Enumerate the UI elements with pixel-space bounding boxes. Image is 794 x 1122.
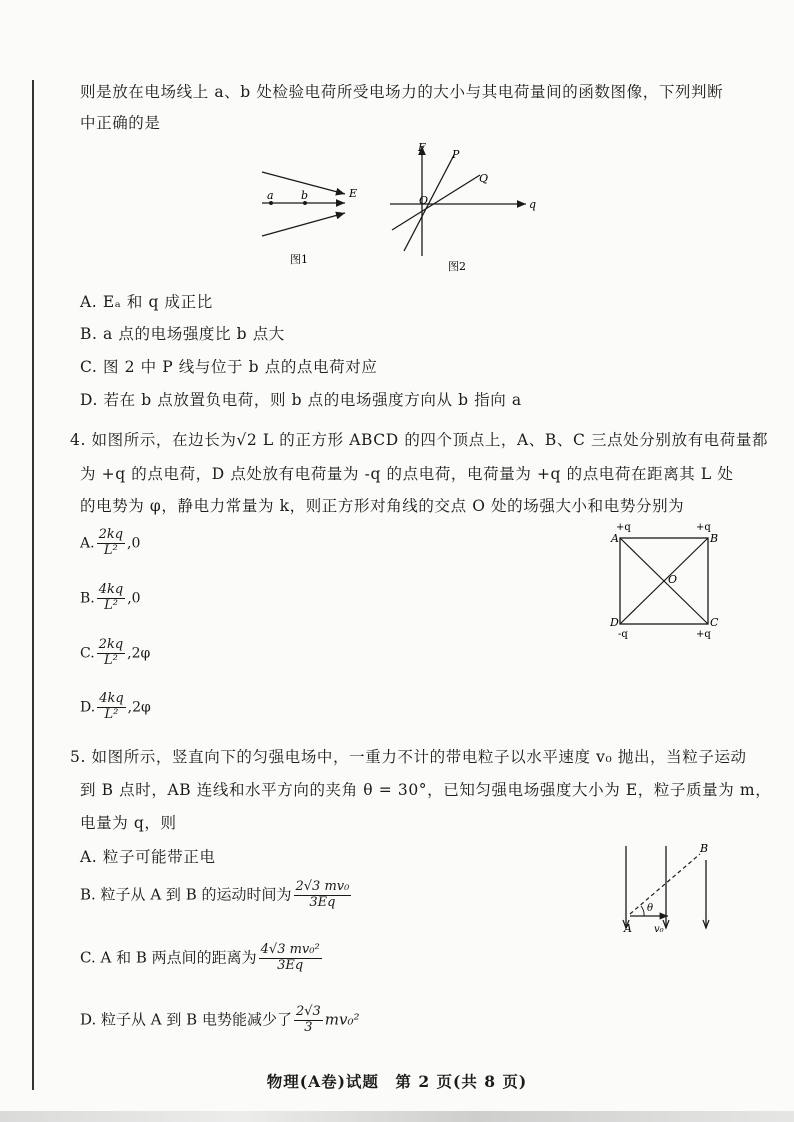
q5-v0-label: v₀ — [654, 924, 664, 935]
q4-vertex-b: B — [710, 532, 719, 545]
q3-option-d: D. 若在 b 点放置负电荷，则 b 点的电场强度方向从 b 指向 a — [80, 391, 522, 409]
fig2-label-O: O — [419, 194, 429, 207]
page-footer: 物理(A卷)试题 第 2 页(共 8 页) — [266, 1072, 528, 1091]
q5-option-d: D. 粒子从 A 到 B 电势能减少了 $\frac{2√3}{3}$ mv₀² — [80, 1004, 360, 1035]
q3-option-b: B. a 点的电场强度比 b 点大 — [80, 325, 285, 343]
q4-vertex-c: C — [710, 616, 719, 629]
fig2-caption: 图2 — [448, 260, 466, 273]
q3-figure-1 — [250, 160, 370, 270]
q5-point-b: B — [700, 842, 709, 855]
q4-line2: 为 +q 的点电荷，D 点处放有电荷量为 -q 的点电荷，电荷量为 +q 的点电荷在距离其 L 处 — [80, 465, 734, 483]
fig1-label-E: E — [349, 187, 358, 200]
q4-charge-a: +q — [616, 522, 631, 533]
q4-vertex-a: A — [611, 532, 619, 545]
q4-option-d: D. $\frac{4kq}{\text{L²}}$ ,2φ — [80, 691, 151, 722]
q4-line3: 的电势为 φ，静电力常量为 k，则正方形对角线的交点 O 处的场强大小和电势分别为 — [80, 497, 685, 515]
q5-line1: 5. 如图所示，竖直向下的匀强电场中，一重力不计的带电粒子以水平速度 v₀ 抛出，当粒子运动 — [70, 748, 747, 766]
q5-option-b: B. 粒子从 A 到 B 的运动时间为 $\frac{\text{2√3 mv₀}}{3Eq}$ — [80, 879, 350, 910]
scan-bottom-edge — [0, 1111, 794, 1122]
q4-vertex-d: D — [610, 616, 619, 629]
q5-point-a: A — [624, 922, 632, 935]
q4-line1: 4. 如图所示，在边长为√2 L 的正方形 ABCD 的四个顶点上，A、B、C 三点处分别放有电荷量都 — [70, 431, 769, 449]
q5-theta-label: θ — [647, 903, 654, 914]
q5-line2: 到 B 点时，AB 连线和水平方向的夹角 θ = 30°，已知匀强电场强度大小为 E，粒子质量为 m， — [80, 781, 772, 799]
fig1-caption: 图1 — [290, 253, 308, 266]
q3-line2: 中正确的是 — [80, 114, 161, 132]
q4-charge-c: +q — [696, 629, 711, 640]
q4-square-figure — [606, 520, 726, 640]
fig2-label-F: F — [418, 141, 426, 154]
q4-option-c: C. $\frac{2kq}{\text{L²}}$ ,2φ — [80, 637, 151, 668]
q4-option-b: B. $\frac{4kq}{\text{L²}}$ ,0 — [80, 582, 141, 613]
q5-line3: 电量为 q，则 — [80, 814, 177, 832]
q3-option-a: A. Eₐ 和 q 成正比 — [80, 293, 213, 311]
q3-figure-2 — [380, 138, 540, 273]
fig1-label-a: a — [267, 189, 274, 202]
q5-field-figure — [610, 840, 730, 940]
q5-option-a: A. 粒子可能带正电 — [80, 848, 216, 866]
q3-line1: 则是放在电场线上 a、b 处检验电荷所受电场力的大小与其电荷量间的函数图像，下列判断 — [80, 83, 724, 101]
fig1-label-b: b — [301, 189, 309, 202]
fig2-label-P: P — [452, 148, 460, 161]
page-left-rule — [32, 80, 34, 1090]
q4-charge-d: -q — [618, 629, 628, 640]
q4-charge-b: +q — [696, 522, 711, 533]
fig2-label-q: q — [529, 198, 537, 211]
q4-center-o: O — [668, 573, 678, 586]
q3-option-c: C. 图 2 中 P 线与位于 b 点的点电荷对应 — [80, 358, 378, 376]
q5-option-c: C. A 和 B 两点间的距离为 $\frac{\text{4√3 mv₀²}}{3Eq}$ — [80, 942, 320, 973]
fig2-label-Q: Q — [479, 172, 489, 185]
q4-option-a: A. $\frac{2kq}{\text{L²}}$ ,0 — [80, 527, 141, 558]
